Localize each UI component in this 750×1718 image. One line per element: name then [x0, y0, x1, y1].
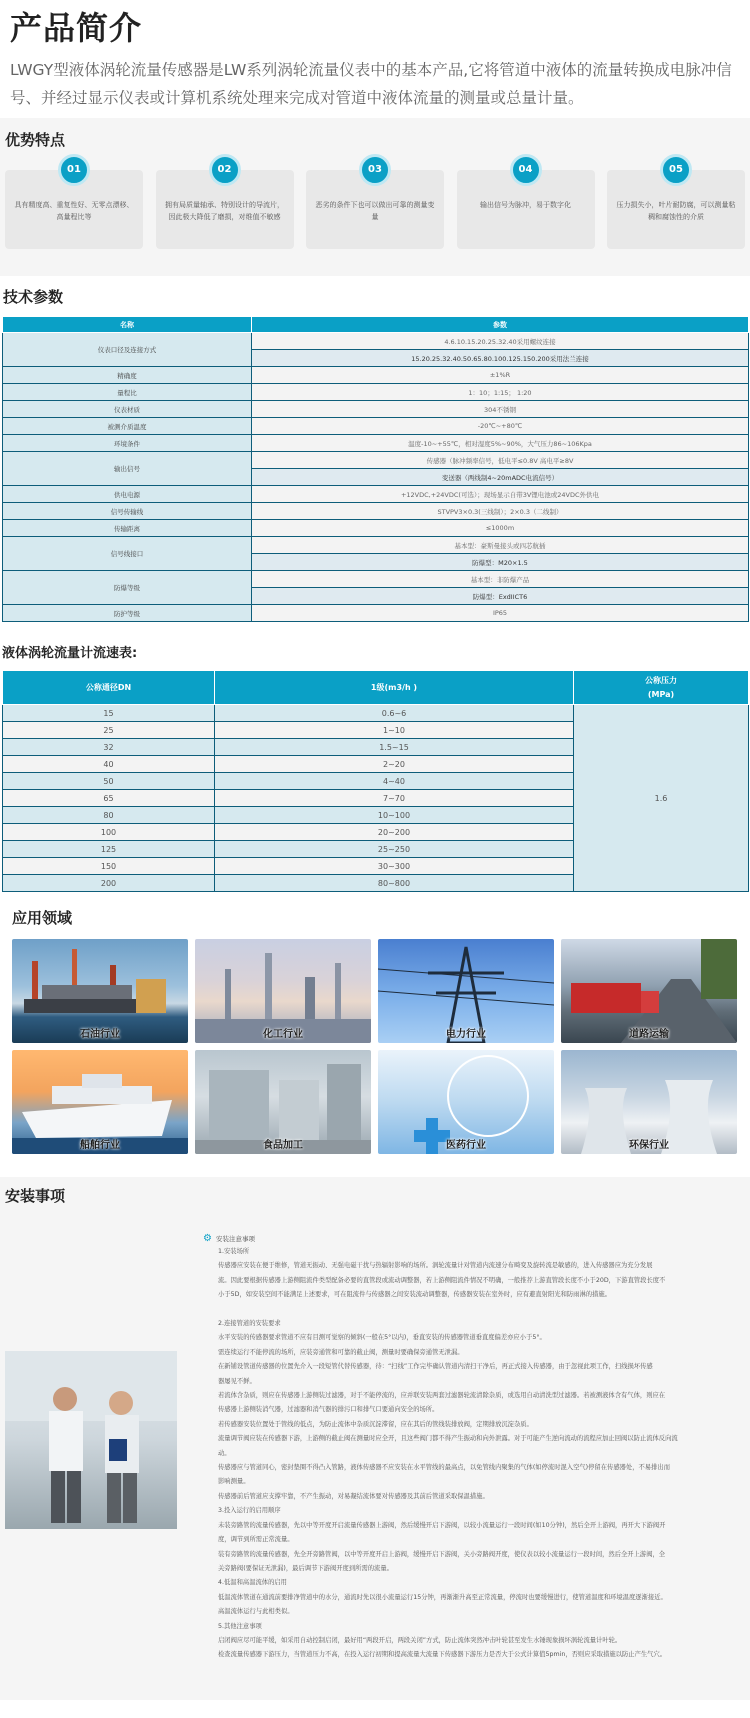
installation-text-line: 水平安装的传感器要求管道不应有目测可觉察的倾斜(一般在5°以内)，垂直安装的传感器管道垂直度偏差亦应小于5°。	[218, 1334, 546, 1342]
cruise-ship-photo	[12, 1050, 188, 1154]
installation-text-line: 传感器前后管道应支撑牢靠，不产生振动，对易凝结流体要对传感器及其前后管道采取保温措施。	[218, 1492, 489, 1500]
dn-cell: 100	[3, 824, 215, 841]
param-value: 基本型：非防爆产品	[252, 571, 749, 588]
advantages-section	[0, 118, 750, 276]
flow-cell: 10~100	[215, 807, 574, 824]
params-title: 技术参数	[3, 288, 64, 306]
intro-section	[0, 0, 750, 118]
flow-cell: 1.5~15	[215, 739, 574, 756]
application-label: 船舶行业	[80, 1140, 120, 1151]
column-header: 名称	[3, 317, 252, 333]
advantage-text: 恶劣的条件下也可以做出可靠的测量变量	[315, 201, 435, 221]
installation-text-line: 装有旁路管的流量传感器，先全开旁路管阀，以中等开度开启上游阀，缓慢开启下游阀，关小旁路阀开度，使仪表以较小流量运行一段时间，然后全开上游阀，全	[218, 1550, 666, 1558]
chemical-plant-photo	[195, 939, 371, 1043]
dn-cell: 65	[3, 790, 215, 807]
application-label: 道路运输	[629, 1029, 669, 1040]
param-value: -20℃~+80℃	[252, 418, 749, 435]
table-row	[3, 486, 749, 503]
column-header: 公称通径DN	[3, 671, 215, 705]
oil-rig-photo	[12, 939, 188, 1043]
applications-section	[0, 897, 750, 1177]
medical-cross-photo	[378, 1050, 554, 1154]
param-value: 304不锈钢	[252, 401, 749, 418]
advantage-number-badge: 04	[510, 154, 542, 186]
installation-subheading: 5.其他注意事项	[218, 1622, 262, 1630]
installation-subheading: 2.连接管道的安装要求	[218, 1320, 281, 1328]
param-name: 环境条件	[3, 435, 252, 452]
application-label: 化工行业	[263, 1029, 303, 1040]
engineers-photo	[5, 1351, 177, 1529]
param-name: 输出信号	[3, 452, 252, 486]
flow-cell: 0.6~6	[215, 705, 574, 722]
installation-text-line: 传感器上游侧装消气器，过滤器和消气器的排污口和排气口要通向安全的场所。	[218, 1406, 439, 1414]
advantage-text: 具有精度高、重复性好、无零点漂移、高量程比等	[14, 201, 134, 221]
param-value: 基本型：豪斯曼接头或四芯航插	[252, 537, 749, 554]
param-value: 防爆型：ExdIICT6	[252, 588, 749, 605]
flow-cell: 80~800	[215, 875, 574, 892]
dn-cell: 150	[3, 858, 215, 875]
param-value: 防爆型：M20×1.5	[252, 554, 749, 571]
param-value: 1：10；1:15； 1:20	[252, 384, 749, 401]
pressure-header: 公称压力	[645, 675, 677, 685]
application-label: 电力行业	[446, 1029, 486, 1040]
advantage-card	[457, 164, 595, 249]
dn-cell: 25	[3, 722, 215, 739]
application-label: 环保行业	[629, 1140, 669, 1151]
param-name: 量程比	[3, 384, 252, 401]
flow-table	[2, 670, 749, 892]
param-name: 仪表材质	[3, 401, 252, 418]
intro-text: LWGY型液体涡轮流量传感器是LW系列涡轮流量仪表中的基本产品,它将管道中液体的流量转换成电脉冲信号、并经过显示仪表或计算机系统处理来完成对管道中液体流量的测量或总量计量。	[10, 61, 732, 107]
installation-text-line: 传感器应与管道同心，密封垫圈不得凸入管路，液体传感器不应安装在水平管线的最高点，以免管线内聚集的气体(如停流时混入空气)停留在传感器处，不易排出而	[218, 1464, 670, 1472]
table-row	[3, 503, 749, 520]
advantage-text: 输出信号为脉冲，易于数字化	[480, 201, 571, 209]
installation-text-line: 关旁路阀(要保证无泄漏)，最后调节下游阀开度到所需的流量。	[218, 1564, 393, 1572]
advantage-text: 拥有局质量轴承、特别设计的导流片，因此极大降低了磨损，对维值不敏感	[165, 201, 284, 221]
installation-text-line: 启闭阀应尽可能平缓，如采用自动控制启闭，最好用“两段开启，两段关闭”方式，防止流体突然冲击叶轮甚至发生水锤现象损坏涡轮流量计叶轮。	[218, 1636, 622, 1644]
installation-text-line: 器屡见不鲜。	[218, 1377, 256, 1385]
param-value: ≤1000m	[252, 520, 749, 537]
advantages-title: 优势特点	[5, 131, 66, 149]
param-name: 供电电源	[3, 486, 252, 503]
installation-text-line: 度，调节到所需正常流量。	[218, 1536, 294, 1544]
param-name: 精确度	[3, 367, 252, 384]
installation-title: 安装事项	[5, 1187, 66, 1205]
installation-subheading: 3.投入运行的启用顺序	[218, 1507, 281, 1515]
intro-title: 产品简介	[10, 9, 143, 47]
table-row	[3, 367, 749, 384]
advantage-number-badge: 05	[660, 154, 692, 186]
highway-truck-photo	[561, 939, 737, 1043]
advantage-card	[156, 164, 294, 249]
advantage-number-badge: 02	[209, 154, 241, 186]
table-row	[3, 384, 749, 401]
flow-section	[0, 642, 750, 897]
installation-text-line: 若传感器安装位置处于管线的低点，为防止流体中杂质沉淀滞留，应在其后的管线装排放阀，定期排放沉淀杂质。	[218, 1420, 533, 1428]
param-value: 15.20.25.32.40.50.65.80.100.125.150.200采用法兰连接	[252, 350, 749, 367]
param-name: 仪表口径及连接方式	[3, 333, 252, 367]
installation-text-line: 小于5D，如安装空间不能满足上述要求，可在阻流件与传感器之间安装流动调整器，传感器安装在室外时，应有避直射阳光和防雨淋的措施。	[218, 1291, 611, 1299]
params-section	[0, 284, 750, 642]
params-table	[2, 316, 749, 622]
table-header-row	[3, 671, 749, 705]
flow-cell: 20~200	[215, 824, 574, 841]
installation-text-line: 在新铺设管道传感器的位置先介入一段短管代替传感器，待：“扫线”工作完毕确认管道内清扫干净后，再正式接入传感器，由于忽视此项工作，扫线损坏传感	[218, 1363, 653, 1371]
advantage-card	[5, 164, 143, 249]
installation-notes	[203, 1232, 743, 1663]
installation-heading	[203, 1232, 743, 1245]
flow-cell: 4~40	[215, 773, 574, 790]
table-row	[3, 705, 749, 722]
installation-text-line: 动。	[218, 1449, 231, 1457]
food-factory-photo	[195, 1050, 371, 1154]
table-header-row	[3, 317, 749, 333]
installation-text-line: 需连续运行不能停流的场所，应装旁通管和可靠的截止阀，测量时要确保旁通管无泄漏。	[218, 1348, 464, 1356]
installation-text-line: 高温流体运行与此相类似。	[218, 1608, 294, 1616]
param-value: STVPV3×0.3(三线制）；2×0.3（二线制）	[252, 503, 749, 520]
power-tower-photo	[378, 939, 554, 1043]
dn-cell: 125	[3, 841, 215, 858]
column-header: 参数	[252, 317, 749, 333]
dn-cell: 50	[3, 773, 215, 790]
dn-cell: 40	[3, 756, 215, 773]
application-label: 医药行业	[446, 1140, 486, 1151]
installation-text-line: 流。因此要根据传感器上游侧阻流件类型配备必要的直管段或流动调整器，若上游侧阻流件情况不明确，一般推荐上游直管段长度不小于20D，下游直管段长度不	[218, 1276, 666, 1284]
param-name: 信号传输线	[3, 503, 252, 520]
gear-icon: ⚙	[203, 1233, 212, 1244]
param-value: 变送器（两线制4~20mADC电流信号）	[252, 469, 749, 486]
param-name: 防爆等级	[3, 571, 252, 605]
installation-subheading: 1.安装场所	[218, 1248, 250, 1255]
flow-cell: 25~250	[215, 841, 574, 858]
advantages-list	[0, 164, 750, 249]
installation-subheading: 4.低温和高温流体的启用	[218, 1579, 287, 1587]
flow-cell: 7~70	[215, 790, 574, 807]
advantage-card	[607, 164, 745, 249]
installation-text-line: 传感器应安装在便于维修，管道无振动、无强电磁干扰与热辐射影响的场所。涡轮流量计对管道内流速分布畸变及旋转流是敏感的，进入传感器应为充分发展	[218, 1262, 653, 1270]
flow-cell: 30~300	[215, 858, 574, 875]
param-value: +12VDC,+24VDC(可选）；现场显示自带3V锂电池或24VDC外供电	[252, 486, 749, 503]
dn-cell: 15	[3, 705, 215, 722]
flow-title: 液体涡轮流量计流速表:	[2, 646, 138, 661]
line-gap	[203, 1303, 743, 1317]
installation-text-line: 检查流量传感器下游压力，当管道压力不高，在投入运行初期和提高流量大流量下传感器下游压力是否大于公式计算值5pmin，否则应采取措施以防止产生气穴。	[218, 1651, 667, 1659]
pressure-unit: (MPa)	[647, 689, 675, 699]
table-row	[3, 401, 749, 418]
installation-section	[0, 1177, 750, 1700]
dn-cell: 80	[3, 807, 215, 824]
application-label: 食品加工	[263, 1140, 303, 1151]
applications-grid	[0, 939, 750, 1154]
installation-text-line: 若流体含杂质，则应在传感器上游侧装过滤器，对于不能停流的，应并联安装两套过滤器轮流清除杂质，或选用自动清洗型过滤器。若被测液体含有气体，则应在	[218, 1392, 666, 1400]
installation-text-line: 未装旁路管的流量传感器，先以中等开度开启流量传感器上游阀，然后缓慢开启下游阀，以较小流量运行一段时间(如10分钟)，然后全开上游阀，再开大下游阀开	[218, 1521, 666, 1529]
flow-cell: 1~10	[215, 722, 574, 739]
table-row	[3, 452, 749, 469]
table-row	[3, 520, 749, 537]
pressure-cell: 1.6	[574, 705, 749, 892]
param-value: 4.6.10.15.20.25.32.40采用螺纹连接	[252, 333, 749, 350]
param-name: 信号线接口	[3, 537, 252, 571]
advantage-card	[306, 164, 444, 249]
table-row	[3, 435, 749, 452]
table-row	[3, 571, 749, 588]
column-header: 1级(m3/h )	[215, 671, 574, 705]
engineers-graphic	[5, 1351, 177, 1529]
installation-lines	[203, 1245, 743, 1663]
application-label: 石油行业	[80, 1029, 120, 1040]
param-value: ±1%R	[252, 367, 749, 384]
cooling-tower-photo	[561, 1050, 737, 1154]
table-row	[3, 333, 749, 350]
applications-title: 应用领域	[12, 909, 73, 927]
param-value: IP65	[252, 605, 749, 622]
param-value: 温度-10~+55℃，相对湿度5%~90%，大气压力86~106Kpa	[252, 435, 749, 452]
param-value: 传感器（脉冲频率信号，低电平≤0.8V 高电平≥8V	[252, 452, 749, 469]
installation-heading-text: 安装注意事项	[215, 1235, 255, 1243]
installation-text-line: 流量调节阀应装在传感器下游，上游侧的截止阀在测量时应全开，且这些阀门都不得产生振动和向外泄露。对于可能产生逆向流动的流程应加止回阀以防止流体反向流	[218, 1435, 678, 1443]
installation-text-line: 影响测量。	[218, 1478, 250, 1486]
dn-cell: 32	[3, 739, 215, 756]
installation-text-line: 低温流体管道在通流前要排净管道中的水分，通流时先以很小流量运行15分钟，再渐渐升高至正常流量，停流时也要缓慢进行，使管道温度和环境温度逐渐接近。	[218, 1593, 667, 1601]
advantage-number-badge: 03	[359, 154, 391, 186]
table-row	[3, 605, 749, 622]
advantage-text: 压力损失小，叶片耐防腐，可以测量粘稠和腐蚀性的介质	[616, 201, 736, 221]
param-name: 被测介质温度	[3, 418, 252, 435]
column-header	[574, 671, 749, 705]
flow-cell: 2~20	[215, 756, 574, 773]
advantage-number-badge: 01	[58, 154, 90, 186]
param-name: 传输距离	[3, 520, 252, 537]
dn-cell: 200	[3, 875, 215, 892]
table-row	[3, 537, 749, 554]
table-row	[3, 418, 749, 435]
param-name: 防护等级	[3, 605, 252, 622]
